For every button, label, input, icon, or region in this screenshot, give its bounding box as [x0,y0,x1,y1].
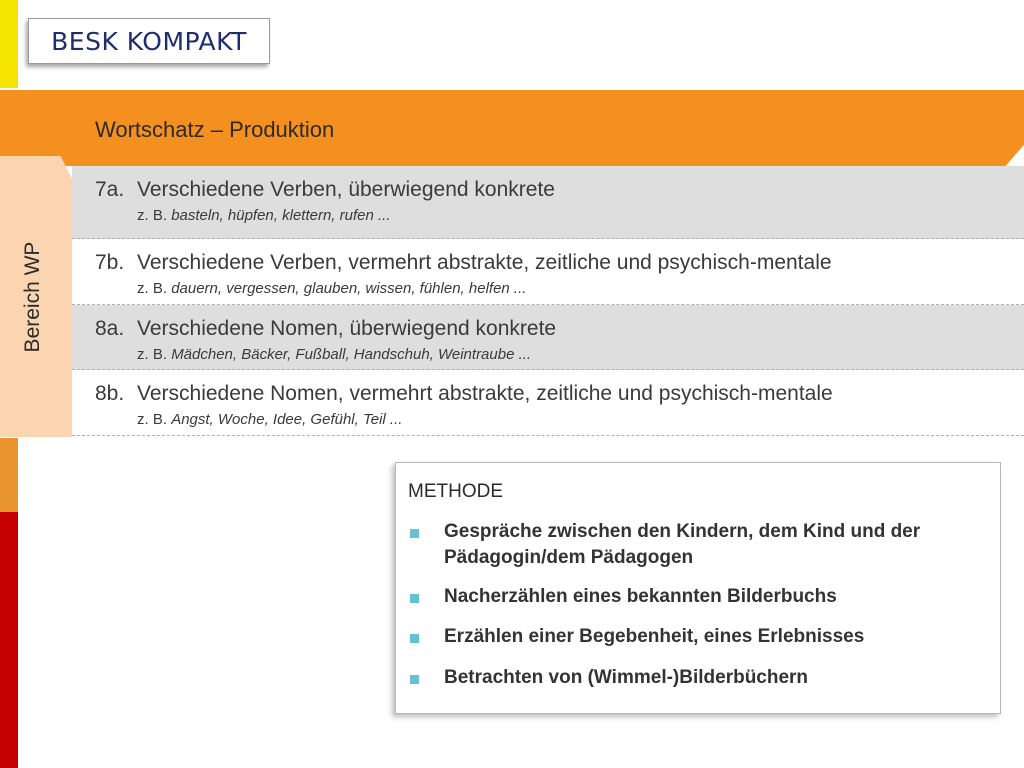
square-bullet-icon [410,594,419,603]
method-title: METHODE [408,481,503,502]
item-examples [137,346,531,363]
item-title: Verschiedene Verben, vermehrt abstrakte, zeitliche und psychisch-mentale [137,251,832,274]
item-title: Verschiedene Verben, überwiegend konkrete [137,178,555,201]
method-item-text: Betrachten von (Wimmel-)Bilderbüchern [444,667,809,688]
list-item [72,305,1024,370]
example-words: dauern, vergessen, glauben, wissen, fühlen, helfen ... [171,280,527,297]
section-title: Wortschatz – Produktion [95,117,335,142]
item-title: Verschiedene Nomen, überwiegend konkrete [137,317,557,340]
example-prefix: z. B. [137,280,168,297]
example-words: Mädchen, Bäcker, Fußball, Handschuh, Weintraube ... [171,346,532,363]
item-code: 7a. [95,178,125,201]
list-item [72,370,1024,436]
red-accent-strip [0,512,18,768]
method-box [395,462,1001,714]
method-item-text: Gespräche zwischen den Kindern, dem Kind und der Pädagogin/dem Pädagogen [444,521,921,568]
item-title: Verschiedene Nomen, vermehrt abstrakte, zeitliche und psychisch-mentale [137,382,833,405]
logo-text: BESK KOMPAKT [51,26,247,56]
yellow-accent-strip [0,0,18,88]
side-panel-label: Bereich WP [21,241,44,353]
example-prefix: z. B. [137,411,168,428]
item-examples [137,207,391,224]
list-item [72,166,1024,239]
item-code: 8a. [95,317,125,340]
square-bullet-icon [410,675,419,684]
example-prefix: z. B. [137,207,168,224]
list-item [72,239,1024,305]
item-list [72,166,1024,436]
example-prefix: z. B. [137,346,168,363]
orange-accent-strip [0,438,18,512]
method-item-text: Nacherzählen eines bekannten Bilderbuchs [444,586,837,607]
item-code: 7b. [95,251,125,274]
logo-box [28,18,270,64]
item-examples [137,280,526,297]
item-examples [137,411,402,428]
example-words: Angst, Woche, Idee, Gefühl, Teil ... [171,411,403,428]
item-code: 8b. [95,382,125,405]
example-words: basteln, hüpfen, klettern, rufen ... [171,207,391,224]
square-bullet-icon [410,529,419,538]
square-bullet-icon [410,634,419,643]
method-item-text: Erzählen einer Begebenheit, eines Erlebnisses [444,626,865,647]
